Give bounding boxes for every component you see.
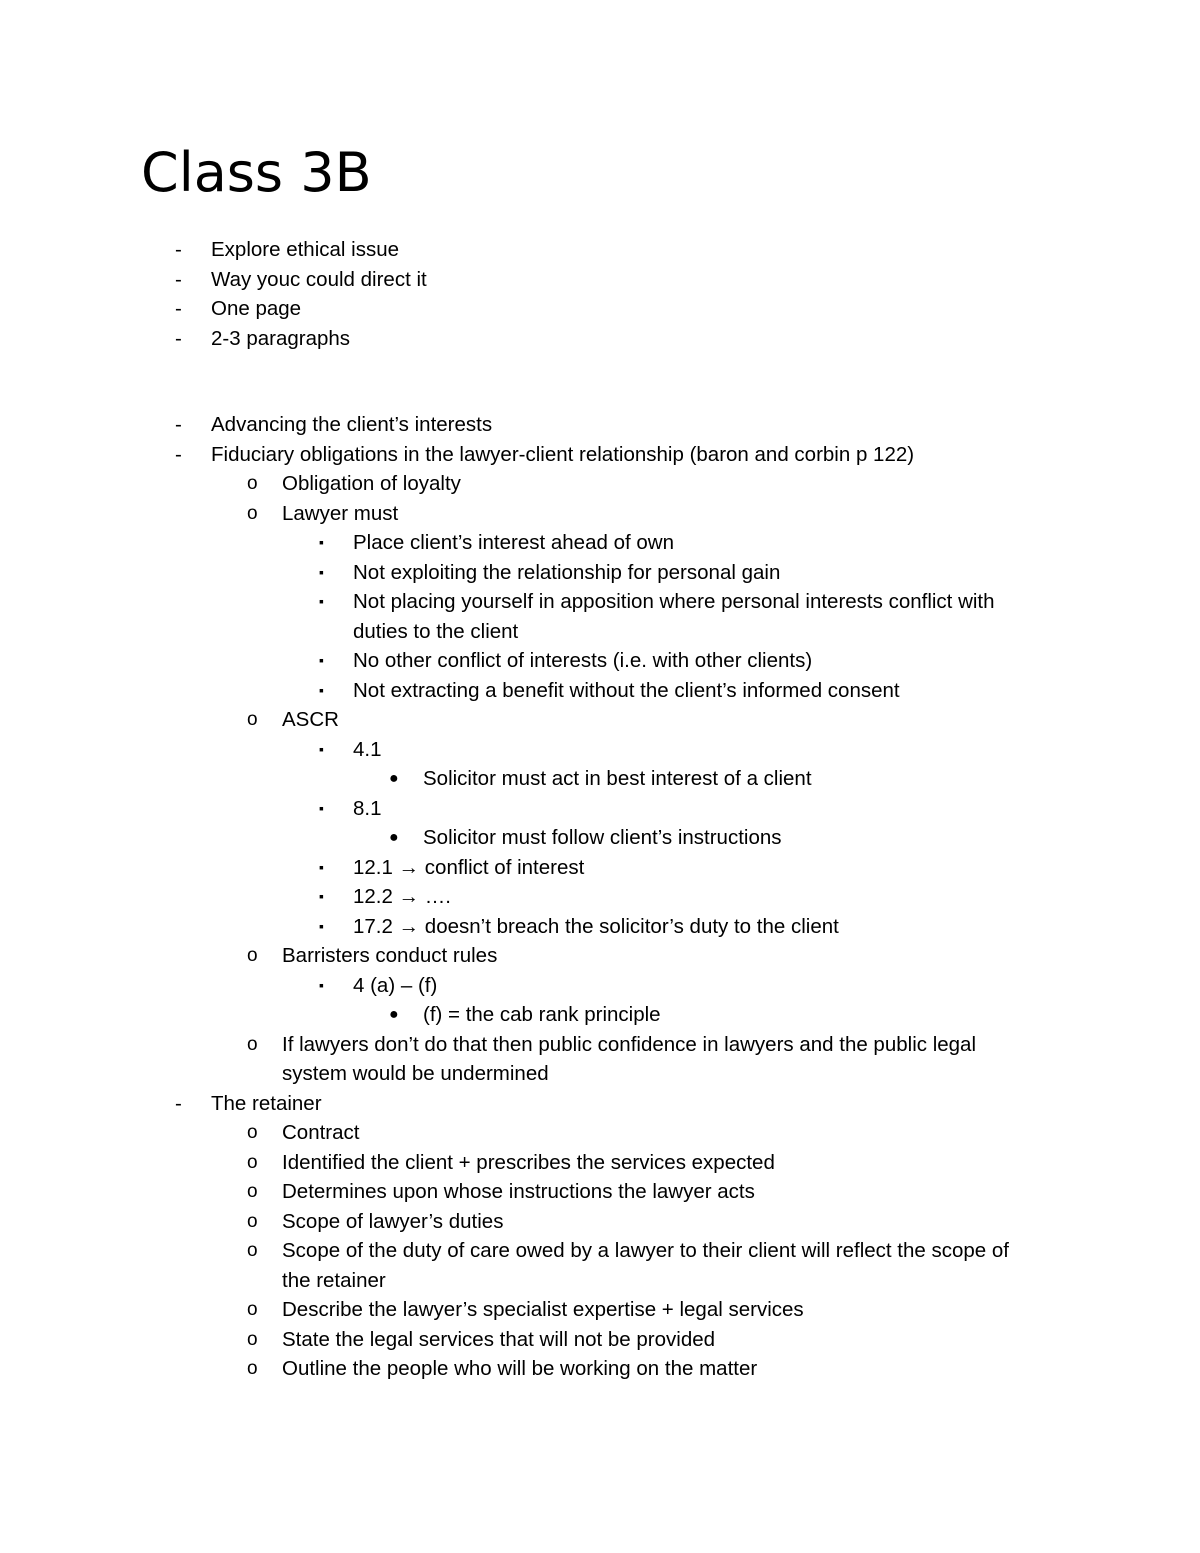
list-item-continuation	[0, 617, 1200, 647]
list-item-text: 12.1 → conflict of interest	[353, 855, 585, 879]
bullet-marker: ▪	[319, 534, 324, 550]
bullet-marker: -	[175, 413, 182, 436]
list-item-text: Way youc could direct it	[211, 267, 427, 291]
list-item-text: Obligation of loyalty	[282, 472, 461, 495]
list-item-text: Not exploiting the relationship for personal gain	[353, 560, 781, 584]
list-item-text: Place client’s interest ahead of own	[353, 531, 674, 554]
bullet-marker: -	[175, 267, 182, 291]
list-item-text: system would be undermined	[282, 1062, 549, 1085]
list-item	[0, 558, 1200, 588]
list-item	[0, 646, 1200, 676]
list-item-text: Solicitor must act in best interest of a client	[423, 767, 812, 790]
bullet-marker: ▪	[319, 799, 324, 816]
bullet-marker: ▪	[319, 563, 324, 580]
list-item	[0, 1177, 1200, 1207]
list-item-text: 4.1	[353, 737, 382, 761]
list-item-text: Describe the lawyer’s specialist expertise + legal services	[282, 1298, 804, 1321]
bullet-marker: ▪	[319, 976, 324, 993]
list-item-continuation	[0, 1059, 1200, 1089]
bullet-marker: ▪	[319, 593, 324, 609]
list-item-text: Identified the client + prescribes the services expected	[282, 1150, 775, 1174]
list-item-text: duties to the client	[353, 619, 519, 643]
list-item-continuation	[0, 1266, 1200, 1296]
list-item	[0, 1354, 1200, 1384]
list-item-text: (f) = the cab rank principle	[423, 1003, 661, 1026]
list-item-text: ASCR	[282, 708, 339, 731]
list-item-text: The retainer	[211, 1091, 322, 1115]
list-item	[0, 941, 1200, 971]
list-item	[0, 912, 1200, 942]
list-item-text: Lawyer must	[282, 501, 399, 525]
list-item-text: Advancing the client’s interests	[211, 413, 493, 436]
bullet-marker: o	[247, 1181, 258, 1202]
list-item	[0, 705, 1200, 735]
bullet-marker: o	[247, 709, 258, 730]
list-item-text: the retainer	[282, 1268, 386, 1292]
bullet-marker: o	[247, 473, 258, 494]
list-item-text: Outline the people who will be working on the matter	[282, 1357, 758, 1380]
bullet-marker: ▪	[319, 888, 324, 904]
list-item-text: Not extracting a benefit without the client’s informed consent	[353, 678, 900, 702]
list-item-text: 8.1	[353, 796, 382, 820]
list-item	[0, 794, 1200, 824]
list-item	[0, 676, 1200, 706]
list-item-text: Barristers conduct rules	[282, 944, 498, 967]
list-item-text: No other conflict of interests (i.e. with other clients)	[353, 649, 813, 672]
bullet-marker: ▪	[319, 652, 324, 668]
list-item	[0, 235, 1200, 265]
bullet-marker: o	[247, 1358, 258, 1379]
list-item-text: Fiduciary obligations in the lawyer-client relationship (baron and corbin p 122)	[211, 442, 915, 466]
list-item	[0, 1000, 1200, 1030]
list-item	[0, 823, 1200, 853]
bullet-marker: o	[247, 1299, 258, 1320]
list-item	[0, 440, 1200, 470]
list-item-text: 12.2 → ….	[353, 885, 451, 908]
list-item	[0, 294, 1200, 324]
list-item	[0, 528, 1200, 558]
list-item	[0, 1148, 1200, 1178]
list-item-text: Scope of the duty of care owed by a lawyer to their client will reflect the scope of	[282, 1239, 1009, 1262]
bullet-marker: o	[247, 502, 258, 524]
list-item	[0, 499, 1200, 529]
list-item	[0, 764, 1200, 794]
list-item	[0, 1207, 1200, 1237]
bullet-marker: ●	[389, 1006, 399, 1023]
list-item	[0, 324, 1200, 354]
bullet-marker: ▪	[319, 858, 324, 875]
list-item	[0, 735, 1200, 765]
bullet-marker: o	[247, 1151, 258, 1173]
list-item	[0, 1089, 1200, 1119]
bullet-marker: o	[247, 1210, 258, 1232]
bullet-marker: ▪	[319, 681, 324, 698]
bullet-marker: o	[247, 1240, 258, 1261]
list-item-text: Solicitor must follow client’s instructions	[423, 826, 782, 849]
list-item-text: If lawyers don’t do that then public confidence in lawyers and the public legal	[282, 1032, 977, 1056]
bullet-marker: o	[247, 1122, 258, 1143]
section-spacer	[0, 353, 1200, 410]
list-item-text: Explore ethical issue	[211, 238, 400, 261]
bullet-marker: -	[175, 238, 182, 261]
bullet-marker: ●	[389, 829, 399, 846]
bullet-marker: -	[175, 297, 182, 320]
bullet-marker: ●	[389, 770, 399, 787]
list-item-text: State the legal services that will not be provided	[282, 1327, 716, 1351]
list-item	[0, 1030, 1200, 1060]
list-item	[0, 469, 1200, 499]
list-item-text: Contract	[282, 1121, 360, 1144]
list-item-text: One page	[211, 297, 302, 320]
list-item	[0, 971, 1200, 1001]
list-item	[0, 265, 1200, 295]
notes-list	[0, 235, 1200, 1384]
list-item-text: 17.2 → doesn’t breach the solicitor’s duty to the client	[353, 914, 839, 938]
bullet-marker: -	[175, 1091, 182, 1115]
list-item	[0, 1325, 1200, 1355]
list-item-text: Scope of lawyer’s duties	[282, 1209, 504, 1233]
list-item	[0, 1295, 1200, 1325]
list-item-text: Not placing yourself in apposition where personal interests conflict with	[353, 590, 995, 613]
list-item	[0, 1118, 1200, 1148]
bullet-marker: o	[247, 1328, 258, 1350]
bullet-marker: -	[175, 326, 182, 350]
list-item	[0, 882, 1200, 912]
list-item-text: 4 (a) – (f)	[353, 973, 438, 997]
list-item	[0, 1236, 1200, 1266]
bullet-marker: o	[247, 1033, 258, 1055]
page-title: Class 3B	[141, 141, 372, 204]
bullet-marker: ▪	[319, 917, 324, 934]
bullet-marker: ▪	[319, 740, 324, 757]
bullet-marker: -	[175, 442, 182, 466]
list-item-text: 2-3 paragraphs	[211, 326, 351, 350]
list-item	[0, 410, 1200, 440]
list-item	[0, 587, 1200, 617]
list-item-text: Determines upon whose instructions the lawyer acts	[282, 1180, 755, 1203]
bullet-marker: o	[247, 945, 258, 966]
list-item	[0, 853, 1200, 883]
